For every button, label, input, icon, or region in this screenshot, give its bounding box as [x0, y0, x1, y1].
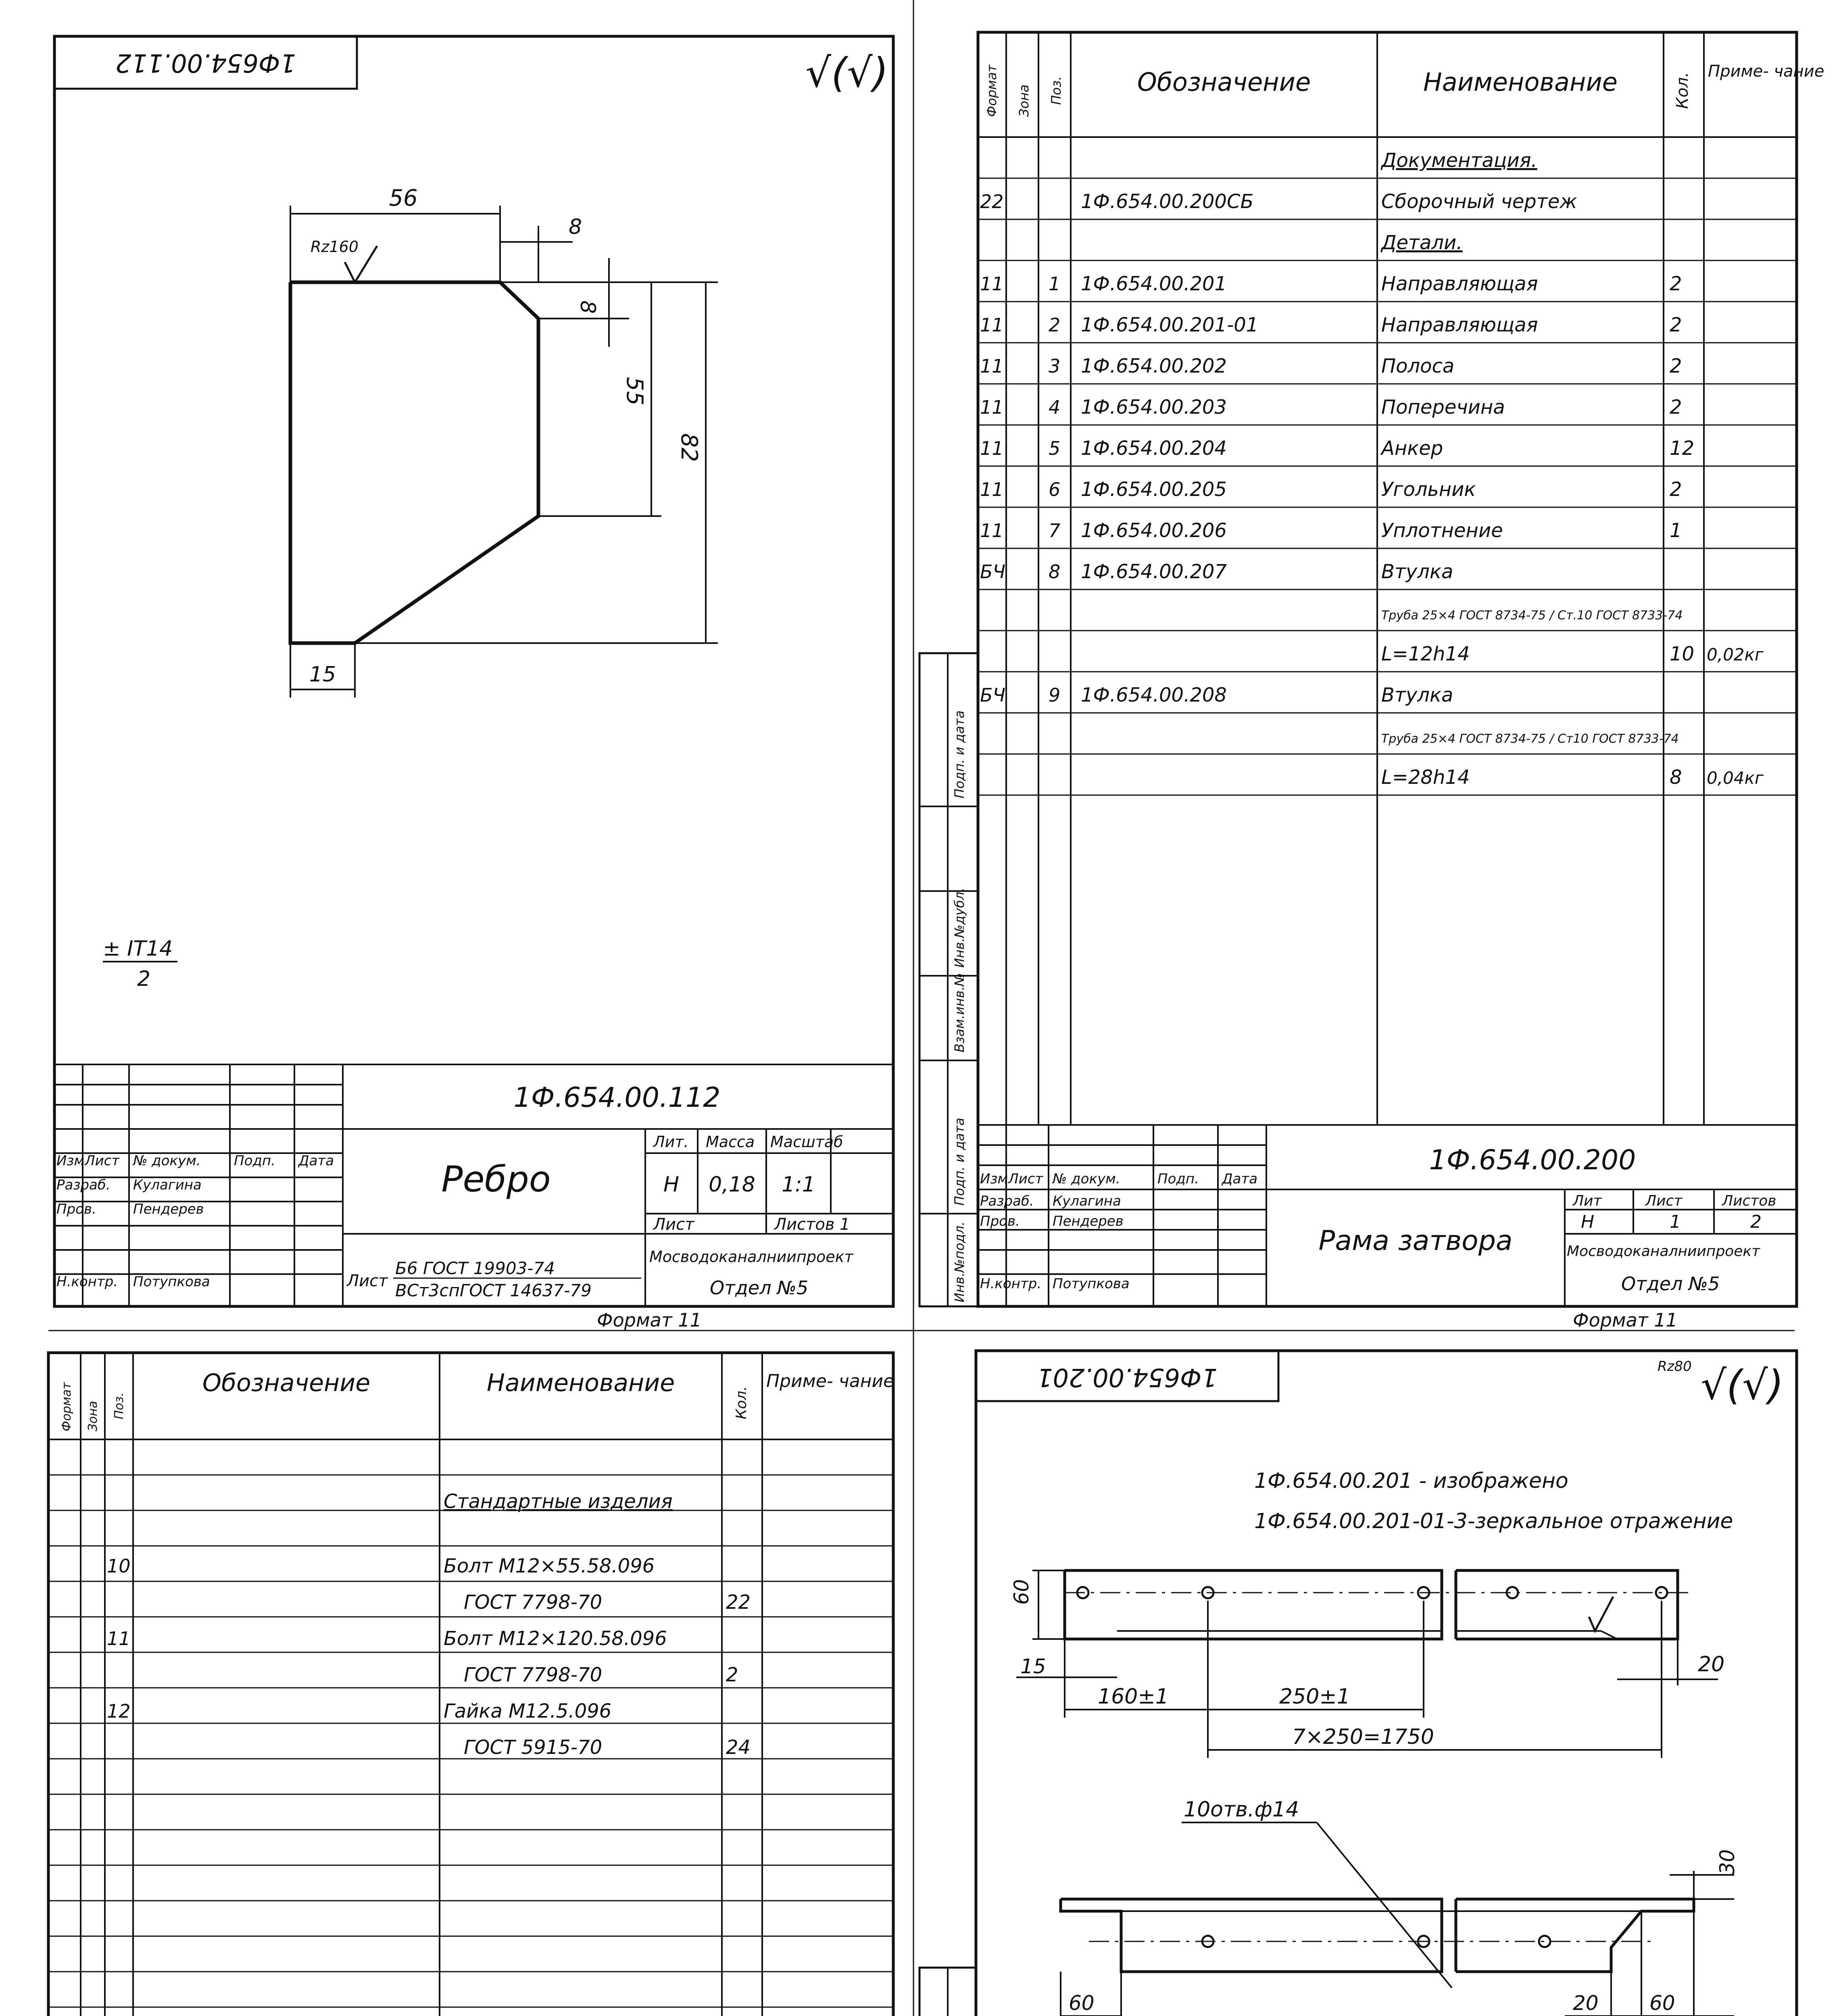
tb2-name-razrab: Кулагина: [1053, 1193, 1121, 1209]
holes-leader: [1317, 1822, 1452, 1988]
sheet4-roughness: √(√): [1701, 1362, 1784, 1409]
spec-name-cell: Документация.: [1381, 149, 1537, 172]
tb1-name-nkontr: Потупкова: [133, 1274, 210, 1290]
sheet2-side-strip: [920, 653, 978, 1306]
spec-format-cell: 22: [980, 191, 1004, 212]
tb1-org: Мосводоканалниипроект: [649, 1248, 853, 1266]
tb1-material-top: Б6 ГОСТ 19903-74: [395, 1258, 555, 1278]
rib-outline: [290, 282, 538, 643]
spec-designation-cell: 1Ф.654.00.201-01: [1081, 314, 1259, 336]
sheet1-tolerance-bottom: 2: [137, 967, 151, 991]
s2-h-designation: Обозначение: [1137, 67, 1311, 97]
spec-name-cell: Втулка: [1381, 684, 1453, 706]
sheet1-designation: 1Ф.654.00.112: [513, 1082, 721, 1114]
sheet1-roughness: √(√): [805, 49, 888, 96]
sheet2-frame: [978, 32, 1797, 1306]
tb2-lit-label: Лит: [1573, 1193, 1602, 1209]
s2-h-name: Наименование: [1423, 67, 1618, 97]
s3-h-pos: Поз.: [112, 1392, 126, 1419]
tb2-org: Мосводоканалниипроект: [1567, 1243, 1760, 1260]
guide-top-view: [1065, 1570, 1694, 1639]
sheet1-roughness-note: Rz160: [311, 238, 359, 256]
side-label-vzam: Взам.инв.№: [952, 973, 967, 1052]
sheet4-roughness-note: Rz80: [1658, 1358, 1692, 1375]
dim-60a: 60: [1010, 1579, 1033, 1605]
spec-name-cell: Направляющая: [1381, 314, 1538, 336]
spec-note-cell: 0,04кг: [1707, 768, 1764, 788]
spec-name-cell: ГОСТ 5915-70: [464, 1736, 603, 1759]
tb1-format: Формат 11: [597, 1309, 702, 1331]
sheet2-spec-rows: [978, 149, 1797, 795]
spec-name-cell: Поперечина: [1381, 396, 1505, 419]
side-label-inv-podl: Инв.№подл.: [952, 1221, 967, 1302]
spec-qty-cell: 2: [1670, 396, 1682, 419]
spec-note-cell: 0,02кг: [1707, 645, 1764, 664]
spec-format-cell: 11: [980, 437, 1004, 459]
s2-h-format: Формат: [984, 65, 999, 117]
tb2-dept: Отдел №5: [1621, 1273, 1720, 1295]
s2-h-zone: Зона: [1016, 84, 1032, 117]
spec-name-cell: Угольник: [1381, 478, 1476, 501]
spec-qty-cell: 2: [1670, 314, 1682, 336]
s3-h-note: Приме- чание: [766, 1371, 894, 1391]
dim-15: 15: [309, 662, 336, 687]
spec-pos-cell: 1: [1049, 273, 1061, 295]
tb2-name-prov: Пендерев: [1053, 1213, 1124, 1229]
spec-name-cell: Стандартные изделия: [444, 1490, 673, 1513]
dim-60b: 60: [1069, 1991, 1095, 2015]
spec-designation-cell: 1Ф.654.00.202: [1081, 355, 1227, 377]
spec-pos-cell: 5: [1049, 437, 1061, 459]
spec-format-cell: БЧ: [980, 684, 1006, 706]
spec-qty-cell: 10: [1670, 643, 1695, 665]
sheet1-stamp: 1Ф654.00.112: [115, 48, 296, 78]
spec-name-cell: Труба 25×4 ГОСТ 8734-75 / Ст10 ГОСТ 8733-74: [1381, 732, 1679, 746]
spec-designation-cell: 1Ф.654.00.203: [1081, 396, 1227, 419]
sheet-spec-frame: [920, 32, 1824, 1331]
tb1-role-nkontr: Н.контр.: [56, 1274, 118, 1290]
tb1-mass: 0,18: [709, 1173, 755, 1197]
sheet1-frame: [54, 36, 893, 1306]
sheet4-stamp: 1Ф654.00.201: [1037, 1363, 1218, 1392]
s2-h-note: Приме- чание: [1708, 62, 1824, 81]
s3-h-name: Наименование: [486, 1369, 675, 1397]
spec-designation-cell: 1Ф.654.00.208: [1081, 684, 1227, 706]
dim-30: 30: [1716, 1849, 1739, 1875]
tb2-lit: Н: [1581, 1212, 1595, 1232]
spec-name-cell: Детали.: [1381, 231, 1463, 254]
sheet1-part-name: Ребро: [441, 1158, 551, 1200]
spec-format-cell: БЧ: [980, 561, 1006, 583]
tb2-h-doc: № докум.: [1053, 1171, 1120, 1187]
spec-qty-cell: 2: [726, 1664, 738, 1686]
tb1-h-doc: № докум.: [133, 1153, 201, 1169]
spec-format-cell: 11: [980, 520, 1004, 541]
spec-pos-cell: 2: [1049, 314, 1061, 336]
dim-160: 160±1: [1098, 1685, 1169, 1709]
spec-qty-cell: 2: [1670, 355, 1682, 377]
spec-qty-cell: 2: [1670, 273, 1682, 295]
dim-holes: 10отв.ф14: [1184, 1797, 1299, 1822]
tb1-role-prov: Пров.: [56, 1201, 96, 1217]
spec-name-cell: L=28h14: [1381, 766, 1470, 789]
tb1-material-prefix: Лист: [347, 1272, 388, 1290]
tb2-h-izm: Изм: [980, 1171, 1008, 1187]
spec-name-cell: Болт М12×55.58.096: [444, 1555, 655, 1577]
spec-name-cell: ГОСТ 7798-70: [464, 1591, 603, 1614]
s3-h-designation: Обозначение: [202, 1369, 371, 1397]
spec-name-cell: Гайка М12.5.096: [444, 1700, 612, 1722]
spec-pos-cell: 9: [1049, 684, 1061, 706]
tb2-sheets-label: Листов: [1722, 1193, 1776, 1209]
spec-format-cell: 11: [980, 479, 1004, 500]
spec-designation-cell: 1Ф.654.00.201: [1081, 273, 1227, 295]
spec-name-cell: Втулка: [1381, 560, 1453, 583]
sheet-spec-standard: [48, 1353, 894, 2016]
tb2-sheets: 2: [1750, 1212, 1762, 1232]
side-label-dubl: Инв.№дубл.: [952, 887, 967, 968]
spec-designation-cell: 1Ф.654.00.206: [1081, 519, 1227, 542]
s3-h-format: Формат: [60, 1382, 74, 1431]
spec-name-cell: Анкер: [1381, 437, 1443, 460]
side-label-sign-date-2: Подп. и дата: [952, 710, 967, 798]
tb1-dept: Отдел №5: [710, 1277, 809, 1299]
tb2-h-list: Лист: [1008, 1171, 1043, 1187]
s3-h-zone: Зона: [86, 1401, 100, 1431]
tb2-format: Формат 11: [1573, 1309, 1678, 1331]
tb1-name-prov: Пендерев: [133, 1201, 204, 1217]
s2-h-pos: Поз.: [1049, 76, 1064, 105]
spec-pos-cell: 11: [107, 1628, 131, 1649]
tb1-mass-label: Масса: [706, 1133, 755, 1151]
spec-pos-cell: 6: [1049, 479, 1061, 500]
dim-8a: 8: [569, 215, 582, 239]
spec-name-cell: Труба 25×4 ГОСТ 8734-75 / Ст.10 ГОСТ 8733-74: [1381, 608, 1683, 623]
spec-pos-cell: 10: [107, 1555, 131, 1577]
spec-name-cell: Направляющая: [1381, 273, 1538, 295]
guide-roughness-mark: [1589, 1597, 1613, 1631]
spec-qty-cell: 24: [726, 1736, 751, 1759]
spec-pos-cell: 7: [1049, 520, 1061, 541]
spec-name-cell: Болт М12×120.58.096: [444, 1627, 667, 1650]
tb1-role-razrab: Разраб.: [56, 1177, 111, 1193]
spec-qty-cell: 2: [1670, 478, 1682, 501]
spec-qty-cell: 1: [1670, 519, 1682, 542]
tb1-h-izm: Изм: [56, 1153, 85, 1169]
sheet3-spec-rows: [48, 1475, 893, 2016]
guide-front-view: [1061, 1899, 1694, 1972]
spec-designation-cell: 1Ф.654.00.205: [1081, 478, 1227, 501]
sheet4-note2: 1Ф.654.00.201-01-3-зеркальное отражение: [1254, 1509, 1733, 1533]
tb2-role-razrab: Разраб.: [980, 1193, 1034, 1209]
spec-pos-cell: 12: [107, 1700, 131, 1722]
spec-format-cell: 11: [980, 314, 1004, 336]
spec-qty-cell: 8: [1670, 766, 1682, 789]
tb2-h-sign: Подп.: [1157, 1171, 1199, 1187]
tb2-h-date: Дата: [1222, 1171, 1258, 1187]
tb1-scale: 1:1: [782, 1173, 815, 1197]
spec-designation-cell: 1Ф.654.00.207: [1081, 560, 1227, 583]
tb1-h-sign: Подп.: [234, 1153, 275, 1169]
tb2-sheet: 1: [1670, 1212, 1681, 1232]
tb1-sheets-label: Листов 1: [774, 1215, 850, 1234]
side-label-sign-date-1: Подп. и дата: [952, 1118, 967, 1206]
spec-name-cell: L=12h14: [1381, 643, 1470, 665]
spec-designation-cell: 1Ф.654.00.200СБ: [1081, 190, 1254, 213]
tb2-role-nkontr: Н.контр.: [980, 1276, 1042, 1292]
s3-h-qty: Кол.: [733, 1386, 750, 1419]
spec-name-cell: Уплотнение: [1381, 519, 1503, 542]
tb2-name-nkontr: Потупкова: [1053, 1276, 1130, 1292]
tb1-lit-label: Лит.: [653, 1133, 689, 1151]
spec-format-cell: 11: [980, 355, 1004, 377]
sheet1-tolerance-top: ± IT14: [103, 937, 173, 961]
tb1-sheet-label: Лист: [653, 1215, 694, 1234]
spec-format-cell: 11: [980, 273, 1004, 295]
dim-250: 250±1: [1279, 1685, 1350, 1709]
spec-pos-cell: 4: [1049, 396, 1061, 418]
dim-20b: 20: [1573, 1991, 1599, 2015]
dim-55: 55: [621, 377, 648, 406]
tb1-material-bottom: ВСт3спГОСТ 14637-79: [395, 1281, 592, 1300]
spec-pos-cell: 8: [1049, 561, 1061, 583]
spec-name-cell: Полоса: [1381, 355, 1455, 377]
tb2-role-prov: Пров.: [980, 1213, 1020, 1229]
spec-name-cell: ГОСТ 7798-70: [464, 1664, 603, 1686]
sheet4-note1: 1Ф.654.00.201 - изображено: [1254, 1469, 1568, 1493]
tb1-h-date: Дата: [298, 1153, 334, 1169]
sheet2-designation: 1Ф.654.00.200: [1429, 1144, 1636, 1176]
tb1-h-list: Лист: [85, 1153, 120, 1169]
sheet-guide: [920, 1351, 1797, 2016]
dim-15: 15: [1020, 1655, 1046, 1678]
tb1-scale-label: Масштаб: [770, 1133, 843, 1151]
dim-56: 56: [389, 185, 418, 211]
sheet-rib: [54, 36, 893, 1331]
tb2-sheet-label: Лист: [1645, 1193, 1683, 1209]
dim-1750: 7×250=1750: [1292, 1725, 1434, 1749]
tb1-lit: Н: [663, 1173, 680, 1197]
tb1-name-razrab: Кулагина: [133, 1177, 202, 1193]
s2-h-qty: Кол.: [1673, 72, 1692, 109]
spec-name-cell: Сборочный чертеж: [1381, 190, 1577, 213]
dim-8b: 8: [575, 300, 600, 314]
spec-qty-cell: 12: [1670, 437, 1695, 460]
spec-pos-cell: 3: [1049, 355, 1061, 377]
dim-60c: 60: [1649, 1991, 1675, 2015]
dim-82: 82: [676, 433, 702, 462]
dim-20a: 20: [1698, 1652, 1725, 1677]
spec-format-cell: 11: [980, 396, 1004, 418]
sheet2-assembly-name: Рама затвора: [1318, 1225, 1513, 1257]
spec-qty-cell: 22: [726, 1591, 751, 1614]
sheet4-frame: [976, 1351, 1797, 2016]
spec-designation-cell: 1Ф.654.00.204: [1081, 437, 1227, 460]
